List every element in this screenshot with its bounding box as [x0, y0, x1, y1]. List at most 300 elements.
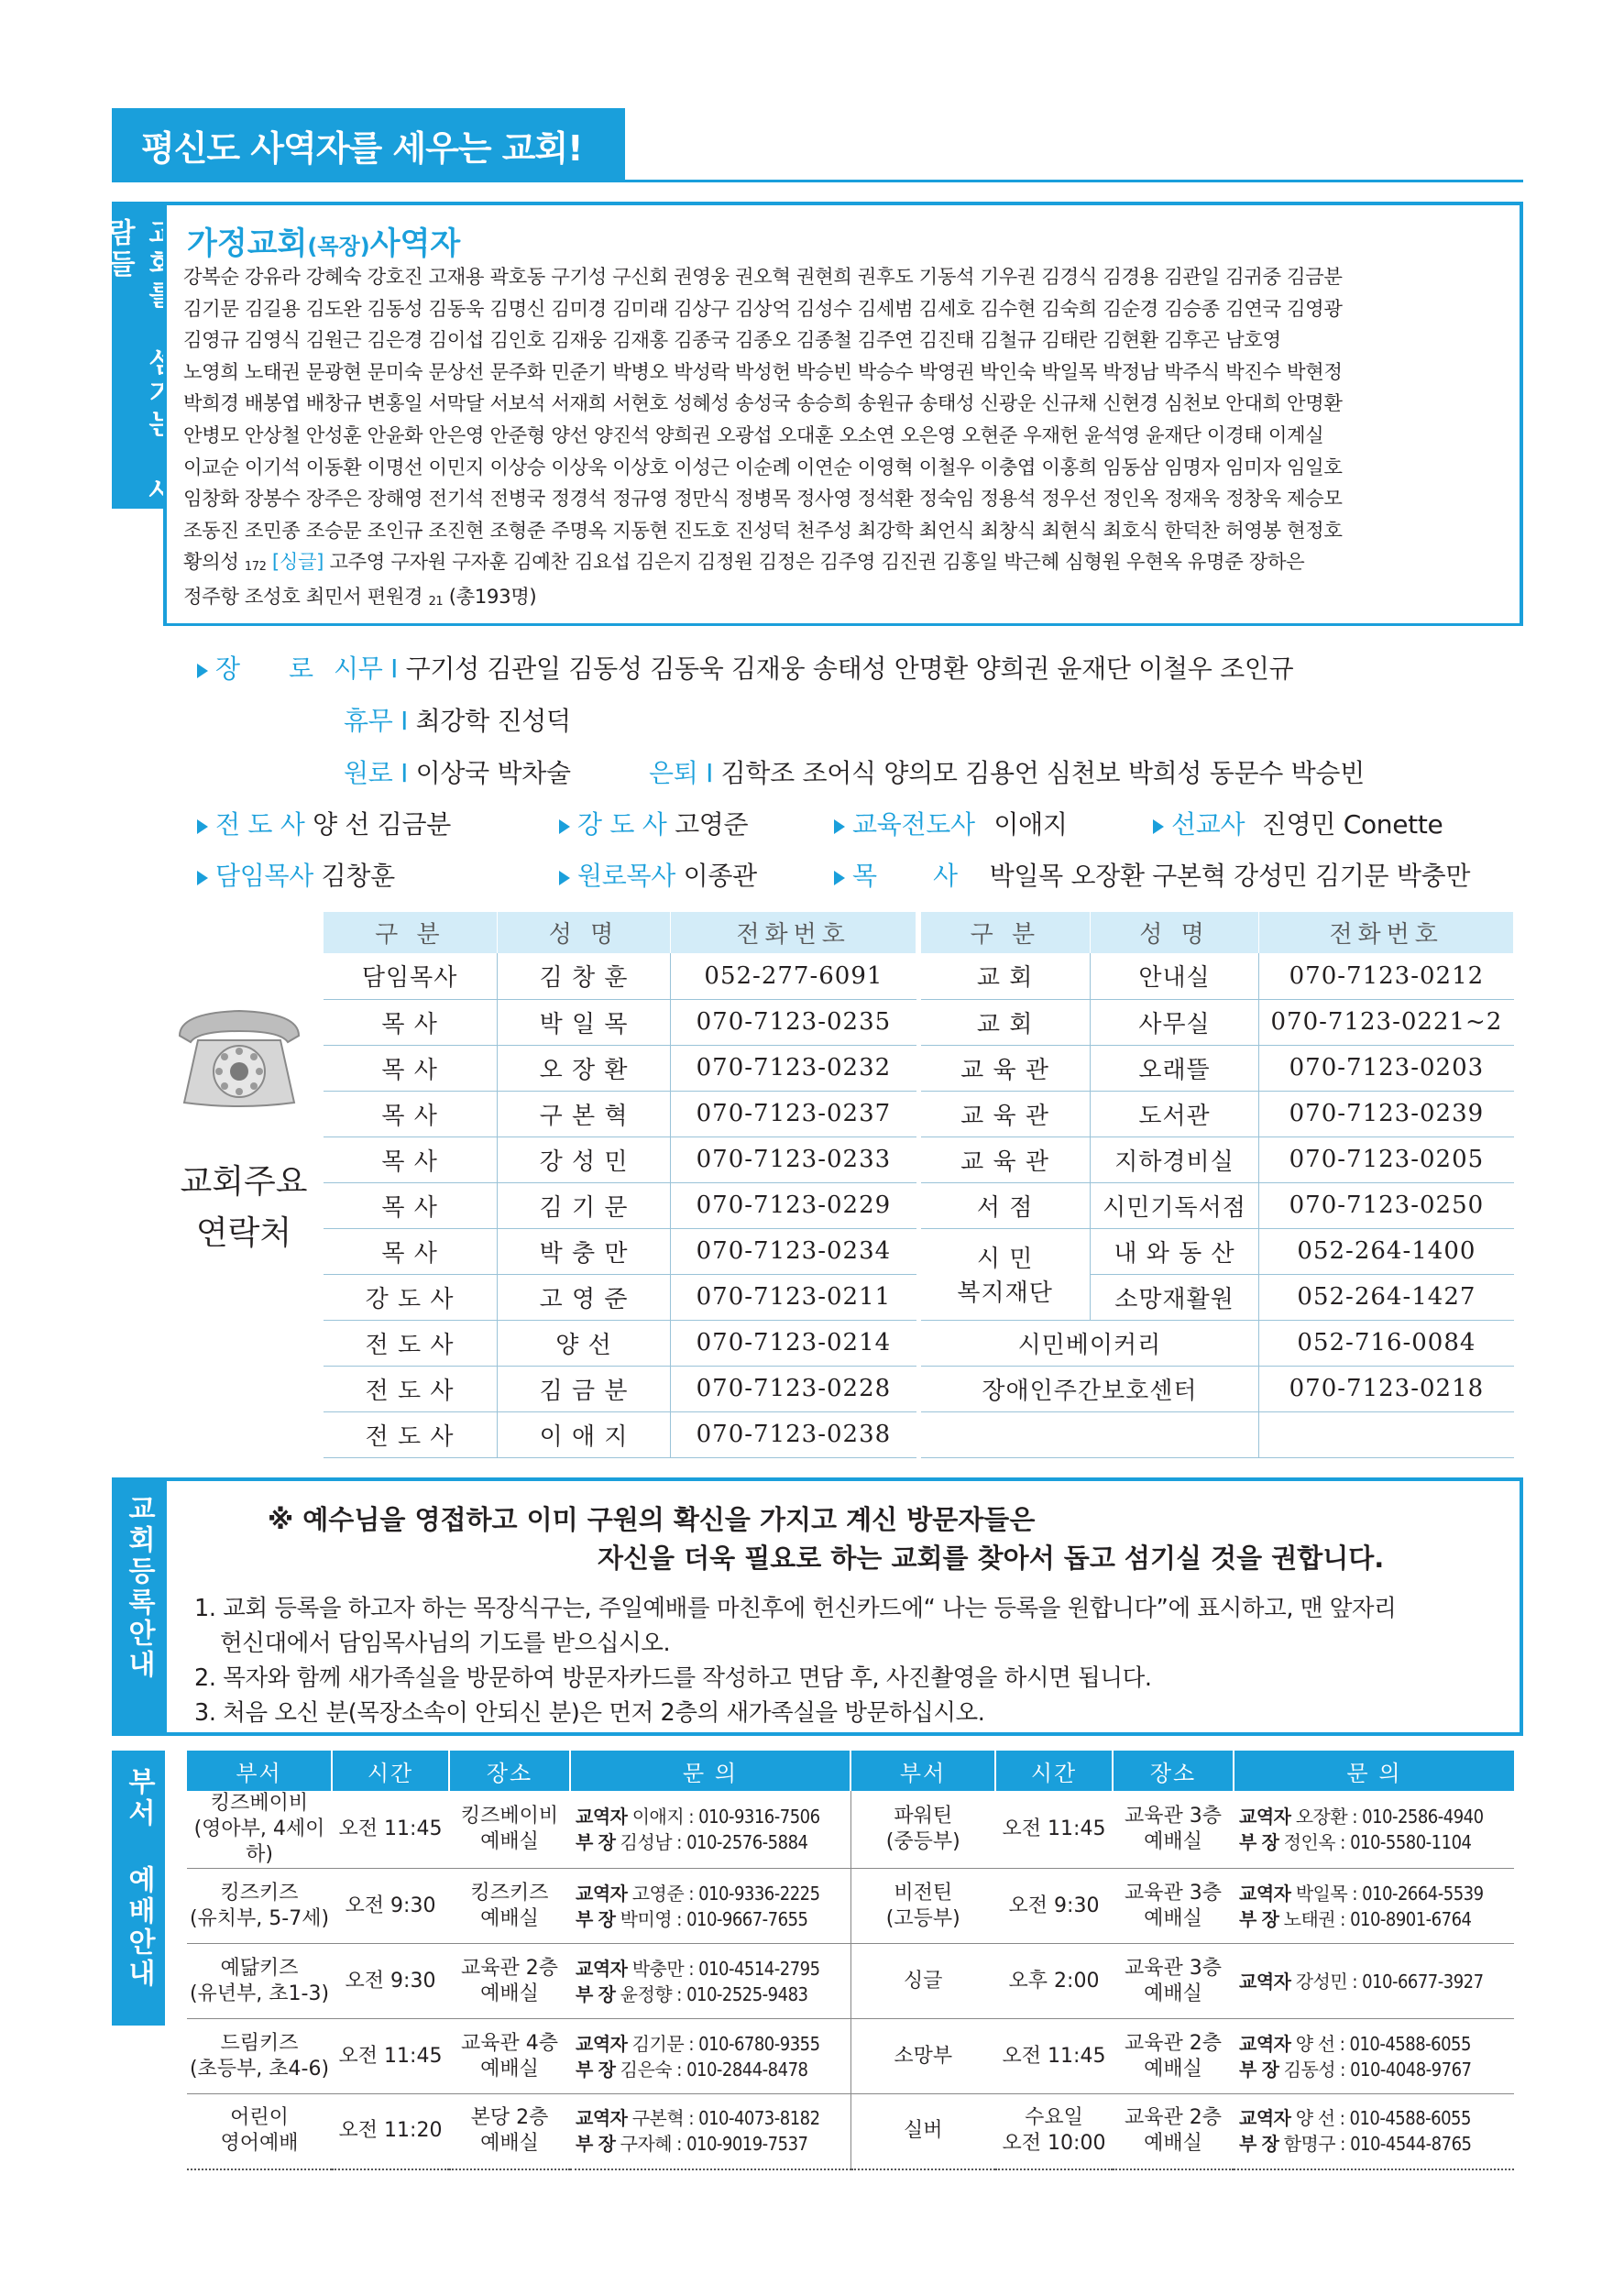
dept-sub: (영아부, 4세이하): [193, 1817, 325, 1866]
evangelist-names: 양 선 김금분: [313, 809, 452, 840]
name-cell: 구 본 혁: [497, 1091, 671, 1136]
register-heading: 자신을 더욱 필요로 하는 교회를 찾아서 돕고 섬기실 것을 권합니다.: [598, 1543, 1385, 1574]
dept-cell: [850, 1869, 995, 1944]
inquiry-contact: 이애지 : 010-9316-7506: [631, 1806, 820, 1828]
inquiry-contact: 윤정향 : 010-2525-9483: [620, 1982, 808, 2005]
col-header: 전화번호: [1259, 912, 1514, 953]
tab-serve: [103, 202, 175, 509]
time-value: 오전 11:20: [338, 2119, 443, 2143]
dept-name: 예닮키즈: [220, 1956, 299, 1980]
inquiry-contact: 박미영 : 010-9667-7655: [620, 1907, 808, 1930]
table-row: [324, 1274, 916, 1320]
table-row: [324, 1091, 916, 1136]
table-header-row: [921, 912, 1514, 953]
time-value: 오전 10:00: [1002, 2132, 1106, 2156]
time-cell: [332, 1791, 449, 1869]
table-row: [921, 999, 1514, 1045]
time-cell: [332, 2019, 449, 2094]
emeritus-names: 이상국 박차술: [415, 758, 571, 788]
place-cell: [1113, 1869, 1234, 1944]
dept-cell: [850, 1791, 995, 1869]
place-cell: [449, 1944, 570, 2019]
contacts-table-right: [920, 912, 1514, 1458]
page-banner: [112, 108, 625, 181]
phone-cell: 052-277-6091: [671, 953, 916, 999]
role-cell: 전 도 사: [324, 1320, 498, 1366]
col-header: 부서: [850, 1751, 995, 1791]
inquiry-line: [576, 1829, 850, 1855]
inquiry-line: [576, 1982, 850, 2007]
phone-cell: 070-7123-0228: [671, 1366, 916, 1411]
inquiry-line: [1239, 2131, 1514, 2157]
time-value: 오전 9:30: [345, 1894, 436, 1917]
name-cell: 박 일 목: [497, 999, 671, 1045]
senior-pastor: [197, 856, 395, 893]
empty-cell: [921, 1411, 1259, 1457]
inquiry-contact: 김기문 : 010-6780-9355: [631, 2032, 820, 2055]
role-cell: 담임목사: [324, 953, 498, 999]
col-header: 전화번호: [671, 912, 916, 953]
phone-cell: 070-7123-0233: [671, 1136, 916, 1182]
place-name: 킹즈키즈: [470, 1881, 549, 1905]
inquiry-contact: 양 선 : 010-4588-6055: [1295, 2107, 1471, 2130]
dept-name: 비전틴: [894, 1881, 953, 1905]
phone-cell: 070-7123-0214: [671, 1320, 916, 1366]
names-line: 강복순 강유라 강혜숙 강호진 고재용 곽호동 구기성 구신회 권영웅 권오혁 권현희 권후도 기동석 기우권 김경식 김경용 김관일 김귀중 김금분: [183, 266, 1343, 289]
retired-label: 은퇴 I: [649, 758, 714, 788]
elders-active: [197, 649, 1293, 686]
category-cell: [921, 1228, 1091, 1320]
place-name: 교육관 2층: [1125, 2106, 1222, 2130]
place-room: 예배실: [1144, 1906, 1202, 1930]
welfare-label: 시 민: [976, 1246, 1034, 1273]
time-cell: [332, 1944, 449, 2019]
name-cell: 이 애 지: [497, 1411, 671, 1457]
place-cell: [1113, 1944, 1234, 2019]
inquiry-contact: 김성남 : 010-2576-5884: [620, 1831, 808, 1853]
dept-sub: (고등부): [885, 1906, 960, 1930]
place-name: 교육관 3층: [1125, 1881, 1222, 1905]
tab-register: [112, 1477, 165, 1736]
table-row: [921, 1182, 1514, 1228]
phone-cell: 070-7123-0250: [1259, 1182, 1514, 1228]
dept-cell: [850, 1944, 995, 2019]
role-cell: 목 사: [324, 1228, 498, 1274]
names-line: 임창화 장봉수 장주은 장해영 전기석 전병국 정경석 정규영 정만식 정병목 정사영 정석환 정숙임 정용석 정우선 정인옥 정재욱 정창욱 제승모: [183, 488, 1343, 511]
inquiry-line: [576, 2057, 850, 2082]
role-cell: 전 도 사: [324, 1411, 498, 1457]
inquiry-role: 교역자: [576, 1806, 628, 1828]
active-names: 구기성 김관일 김동성 김동욱 김재웅 송태성 안명환 양희권 윤재단 이철우 조인규: [405, 653, 1294, 684]
names-line: [183, 582, 1503, 617]
category-cell: 교 육 관: [921, 1045, 1091, 1091]
time-value: 오전 11:45: [1002, 2044, 1106, 2068]
table-row: [324, 1136, 916, 1182]
category-cell: 서 점: [921, 1182, 1091, 1228]
table-row: [187, 1791, 1514, 1869]
inquiry-role: 부 장: [1239, 2133, 1279, 2156]
table-row: [921, 1228, 1514, 1274]
col-header: 부서: [187, 1751, 332, 1791]
inquiry-role: 부 장: [576, 1907, 616, 1930]
contacts-table-left: [323, 912, 916, 1458]
phone-cell: 070-7123-0203: [1259, 1045, 1514, 1091]
place-room: 예배실: [480, 2057, 539, 2081]
names-line: 노영희 노태권 문광현 문미숙 문상선 문주화 민준기 박병오 박성락 박성헌 박승빈 박승수 박영권 박인숙 박일목 박정남 박주식 박진수 박현정: [183, 360, 1343, 384]
time-value: 오후 2:00: [1008, 1969, 1100, 1993]
inquiry-contact: 박일목 : 010-2664-5539: [1295, 1882, 1484, 1905]
ministers-box: [163, 202, 1523, 625]
place-room: 예배실: [1144, 1982, 1202, 2005]
inquiry-role: 부 장: [576, 2133, 616, 2156]
col-header: 성 명: [497, 912, 671, 953]
inquiry-role: 교역자: [1239, 2032, 1291, 2055]
dept-name: 킹즈베이비: [210, 1792, 309, 1815]
place-room: 예배실: [1144, 1830, 1202, 1853]
dept-name: 소망부: [894, 2044, 953, 2068]
inquiry-contact: 노태권 : 010-8901-6764: [1283, 1907, 1472, 1930]
col-header: 장소: [449, 1751, 570, 1791]
ministers-title-small: (목장): [307, 234, 370, 259]
phone-cell: 070-7123-0232: [671, 1045, 916, 1091]
category-cell: 교 육 관: [921, 1091, 1091, 1136]
triangle-bullet-icon: [197, 871, 208, 885]
inquiry-line: [1239, 1804, 1514, 1829]
name-cell: 오래뜰: [1090, 1045, 1259, 1091]
active-label: 시무 I: [334, 653, 399, 684]
time-cell: [995, 2094, 1113, 2169]
emeritus-label: 원로 I: [344, 758, 409, 788]
table-row: [324, 1228, 916, 1274]
names-segment: 고주영 구자원 구자훈 김예찬 김요섭 김은지 김정원 김정은 김주영 김진권 김홍일 박근혜 심형원 우현옥 유명준 장하은: [329, 551, 1305, 575]
name-cell: 박 충 만: [497, 1228, 671, 1274]
dept-sub: 영어예배: [220, 2132, 299, 2156]
inquiry-line: [1239, 2057, 1514, 2082]
col-header: 시간: [332, 1751, 449, 1791]
lecturer-label: 강 도 사: [577, 809, 667, 840]
col-header: 문 의: [1234, 1751, 1514, 1791]
phone-cell: 070-7123-0218: [1259, 1366, 1514, 1411]
inquiry-role: 교역자: [1239, 1882, 1291, 1905]
table-row: [324, 1411, 916, 1457]
section-divider: [163, 623, 1523, 626]
lecturers: [559, 805, 748, 841]
inquiry-cell: [1234, 1791, 1514, 1869]
senior-pastor-names: 김창훈: [321, 861, 395, 891]
dept-cell: [187, 2019, 332, 2094]
inquiry-role: 교역자: [576, 1882, 628, 1905]
inquiry-role: 부 장: [576, 1831, 616, 1853]
inquiry-contact: 고영준 : 010-9336-2225: [631, 1882, 820, 1905]
time-cell: [332, 2094, 449, 2169]
empty-cell: [1259, 1411, 1514, 1457]
inquiry-line: [576, 2031, 850, 2057]
time-value: 오전 11:45: [338, 2044, 443, 2068]
category-cell: 교 회: [921, 953, 1091, 999]
inquiry-cell: [1234, 1869, 1514, 1944]
inquiry-line: [576, 1881, 850, 1906]
inquiry-cell: [1234, 2019, 1514, 2094]
table-row: [187, 2094, 1514, 2169]
tab-serve-label: 교회를 섬기는 사람들: [103, 218, 175, 508]
place-room: 예배실: [480, 1830, 539, 1853]
table-header-row: [324, 912, 916, 953]
register-step: 3. 처음 오신 분(목장소속이 안되신 분)은 먼저 2층의 새가족실을 방문하십시오.: [194, 1699, 985, 1727]
inquiry-line: [1239, 1969, 1514, 1994]
inquiry-line: [1239, 1906, 1514, 1932]
inquiry-contact: 김동성 : 010-4048-9767: [1283, 2058, 1472, 2081]
phone-cell: 070-7123-0229: [671, 1182, 916, 1228]
names-line: 박희경 배봉엽 배창규 변홍일 서막달 서보석 서재희 서현호 성혜성 송성국 송승희 송원규 송태성 신광운 신규채 신현경 심천보 안대희 안명환: [183, 392, 1343, 416]
names-count: 172: [244, 560, 267, 575]
triangle-bullet-icon: [197, 819, 208, 834]
inquiry-cell: [570, 1944, 850, 2019]
pastor-names: 박일목 오장환 구본혁 강성민 김기문 박충만: [989, 861, 1471, 891]
tab-register-label: 교회등록안내: [123, 1494, 155, 1681]
table-row: [324, 1320, 916, 1366]
time-value: 오전 11:45: [338, 1817, 443, 1840]
dept-cell: [187, 1944, 332, 2019]
senior-pastor-label: 담임목사: [215, 861, 313, 891]
dept-cell: [187, 2094, 332, 2169]
phone-cell: 070-7123-0239: [1259, 1091, 1514, 1136]
inquiry-role: 교역자: [576, 2032, 628, 2055]
register-step: 1. 교회 등록을 하고자 하는 목장식구는, 주일예배를 마친후에 헌신카드에“ 나는 등록을 원합니다”에 표시하고, 맨 앞자리: [194, 1595, 1397, 1622]
col-header: 구 분: [921, 912, 1091, 953]
names-line: 김영규 김영식 김원근 김은경 김이섭 김인호 김재웅 김재홍 김종국 김종오 김종철 김주연 김진태 김철규 김태란 김현환 김후곤 남호영: [183, 329, 1281, 353]
name-cell: 오 장 환: [497, 1045, 671, 1091]
names-line: 이교순 이기석 이동환 이명선 이민지 이상승 이상욱 이상호 이성근 이순례 이연순 이영혁 이철우 이충엽 이홍희 임동삼 임명자 임미자 임일호: [183, 456, 1343, 479]
welfare-label: 복지재단: [957, 1279, 1053, 1307]
inquiry-cell: [1234, 2094, 1514, 2169]
time-cell: [332, 1869, 449, 1944]
phone-cell: 052-264-1427: [1259, 1274, 1514, 1320]
emeritus-pastor-label: 원로목사: [577, 861, 675, 891]
triangle-bullet-icon: [1153, 819, 1164, 834]
role-cell: 목 사: [324, 1091, 498, 1136]
elders-rest: [344, 701, 571, 738]
table-row: [921, 1366, 1514, 1411]
category-cell: 교 회: [921, 999, 1091, 1045]
register-box: [163, 1477, 1523, 1736]
inquiry-role: 교역자: [576, 1957, 628, 1980]
phone-cell: 070-7123-0212: [1259, 953, 1514, 999]
rest-names: 최강학 진성덕: [415, 706, 571, 736]
missionary-names: 진영민 Conette: [1261, 809, 1443, 840]
place-room: 예배실: [480, 2132, 539, 2156]
name-cell: 양 선: [497, 1320, 671, 1366]
inquiry-contact: 김은숙 : 010-2844-8478: [620, 2058, 808, 2081]
dept-name: 실버: [903, 2119, 943, 2143]
name-cell: 시민기독서점: [1090, 1182, 1259, 1228]
phone-cell: 070-7123-0205: [1259, 1136, 1514, 1182]
names-line: 김기문 김길용 김도완 김동성 김동욱 김명신 김미경 김미래 김상구 김상억 김성수 김세범 김세호 김수현 김숙희 김순경 김승종 김연국 김영광: [183, 297, 1343, 321]
dept-name: 킹즈키즈: [220, 1881, 299, 1905]
place-cell: [449, 1791, 570, 1869]
ministers-names: [183, 262, 1503, 617]
inquiry-role: 교역자: [1239, 2107, 1291, 2130]
inquiry-contact: 강성민 : 010-6677-3927: [1295, 1970, 1484, 1993]
register-step: 헌신대에서 담임목사님의 기도를 받으십시오.: [220, 1630, 671, 1657]
inquiry-contact: 구자혜 : 010-9019-7537: [620, 2133, 808, 2156]
name-cell: 장애인주간보호센터: [921, 1366, 1259, 1411]
inquiry-contact: 정인옥 : 010-5580-1104: [1283, 1831, 1472, 1853]
time-cell: [995, 1869, 1113, 1944]
missionaries: [1153, 805, 1443, 841]
inquiry-cell: [570, 1791, 850, 1869]
edu-evangelist-label: 교육전도사: [852, 809, 975, 840]
inquiry-role: 교역자: [1239, 1970, 1291, 1993]
name-cell: 김 기 문: [497, 1182, 671, 1228]
inquiry-line: [576, 2105, 850, 2131]
table-row: [324, 999, 916, 1045]
ministers-title: [187, 218, 460, 263]
dept-cell: [850, 2019, 995, 2094]
inquiry-cell: [570, 2094, 850, 2169]
col-header: 성 명: [1090, 912, 1259, 953]
inquiry-cell: [570, 1869, 850, 1944]
names-line: [183, 547, 1503, 582]
triangle-bullet-icon: [834, 871, 845, 885]
inquiry-cell: [570, 2019, 850, 2094]
col-header: 장소: [1113, 1751, 1234, 1791]
names-line: 안병모 안상철 안성훈 안윤화 안은영 안준형 양선 양진석 양희권 오광섭 오대훈 오소연 오은영 오현준 우재헌 윤석영 윤재단 이경태 이계실: [183, 423, 1324, 447]
col-header: 구 분: [324, 912, 498, 953]
category-cell: 교 육 관: [921, 1136, 1091, 1182]
role-cell: 강 도 사: [324, 1274, 498, 1320]
dept-cell: [187, 1791, 332, 1869]
retired-names: 김학조 조어식 양의모 김용언 심천보 박희성 동문수 박승빈: [720, 758, 1365, 788]
place-cell: [1113, 1791, 1234, 1869]
time-cell: [995, 1944, 1113, 2019]
place-name: 교육관 4층: [461, 2031, 558, 2055]
table-row: [324, 1045, 916, 1091]
name-cell: 지하경비실: [1090, 1136, 1259, 1182]
dept-cell: [187, 1869, 332, 1944]
table-row: [187, 2019, 1514, 2094]
name-cell: 사무실: [1090, 999, 1259, 1045]
dept-sub: (중등부): [885, 1830, 960, 1853]
inquiry-role: 부 장: [1239, 2058, 1279, 2081]
triangle-bullet-icon: [834, 819, 845, 834]
lecturer-names: 고영준: [675, 809, 749, 840]
inquiry-contact: 박충만 : 010-4514-2795: [631, 1957, 820, 1980]
pastors: [834, 856, 1470, 893]
banner-underline: [112, 180, 1523, 182]
place-name: 킹즈베이비: [460, 1805, 559, 1828]
worship-table: [187, 1751, 1514, 2170]
triangle-bullet-icon: [559, 871, 570, 885]
evangelist-label: 전 도 사: [215, 809, 305, 840]
table-row: [187, 1869, 1514, 1944]
table-row: [921, 1320, 1514, 1366]
register-step: 2. 목자와 함께 새가족실을 방문하여 방문자카드를 작성하고 면담 후, 사진촬영을 하시면 됩니다.: [194, 1664, 1152, 1692]
place-cell: [449, 2094, 570, 2169]
register-steps: [194, 1591, 1514, 1730]
phone-cell: 052-264-1400: [1259, 1228, 1514, 1274]
ministers-title-suffix: 사역자: [369, 225, 461, 262]
time-cell: [995, 2019, 1113, 2094]
place-name: 교육관 3층: [1125, 1956, 1222, 1980]
dept-sub: (유년부, 초1-3): [189, 1982, 330, 2005]
phone-cell: 070-7123-0238: [671, 1411, 916, 1457]
inquiry-role: 부 장: [576, 1982, 616, 2005]
elders-emeritus: [344, 753, 571, 790]
name-cell: 김 금 분: [497, 1366, 671, 1411]
name-cell: 소망재활원: [1090, 1274, 1259, 1320]
table-row: [921, 1136, 1514, 1182]
table-row: [324, 1366, 916, 1411]
inquiry-role: 부 장: [576, 2058, 616, 2081]
inquiry-line: [576, 1804, 850, 1829]
place-cell: [1113, 2019, 1234, 2094]
name-cell: 안내실: [1090, 953, 1259, 999]
ministers-title-main: 가정교회: [187, 225, 308, 262]
inquiry-line: [576, 2131, 850, 2157]
edu-evangelists: [834, 805, 1068, 841]
evangelists: [197, 805, 451, 841]
triangle-bullet-icon: [197, 664, 208, 678]
inquiry-line: [1239, 1881, 1514, 1906]
names-segment: 정주항 조성호 최민서 편원경: [183, 585, 423, 609]
register-heading: ※ 예수님을 영접하고 이미 구원의 확신을 가지고 계신 방문자들은: [268, 1504, 1036, 1535]
dept-name: 싱글: [903, 1969, 943, 1993]
table-row: [921, 953, 1514, 999]
place-name: 교육관 3층: [1125, 1805, 1222, 1828]
inquiry-role: 부 장: [1239, 1907, 1279, 1930]
dept-sub: (초등부, 초4-6): [189, 2057, 330, 2081]
role-cell: 목 사: [324, 999, 498, 1045]
time-cell: [995, 1791, 1113, 1869]
telephone-icon: [170, 994, 308, 1114]
name-cell: 고 영 준: [497, 1274, 671, 1320]
elders-retired: [649, 753, 1365, 790]
tab-worship: [112, 1751, 165, 2026]
col-header: 시간: [995, 1751, 1113, 1791]
place-room: 예배실: [480, 1906, 539, 1930]
table-row: [921, 1045, 1514, 1091]
phone-cell: 070-7123-0237: [671, 1091, 916, 1136]
phone-cell: 070-7123-0235: [671, 999, 916, 1045]
table-row: [921, 1091, 1514, 1136]
pastor-label: 목 사: [852, 861, 982, 891]
elder-label: 장 로: [215, 653, 334, 684]
inquiry-line: [1239, 2031, 1514, 2057]
names-line: 조동진 조민종 조승문 조인규 조진현 조형준 주명옥 지동현 진도호 진성덕 천주성 최강학 최언식 최창식 최현식 최호식 한덕찬 허영봉 현정호: [183, 519, 1343, 543]
inquiry-contact: 함명구 : 010-4544-8765: [1283, 2133, 1472, 2156]
table-row: [921, 1411, 1514, 1457]
triangle-bullet-icon: [559, 819, 570, 834]
dept-sub: (유치부, 5-7세): [189, 1906, 330, 1930]
phone-cell: 070-7123-0211: [671, 1274, 916, 1320]
name-cell: 김 창 훈: [497, 953, 671, 999]
contacts-label-line: 연락처: [195, 1214, 292, 1252]
inquiry-role: 교역자: [576, 2107, 628, 2130]
place-cell: [449, 1869, 570, 1944]
inquiry-role: 교역자: [1239, 1806, 1291, 1828]
place-room: 예배실: [1144, 2132, 1202, 2156]
name-cell: 내 와 동 산: [1090, 1228, 1259, 1274]
rest-label: 휴무 I: [344, 706, 409, 736]
names-total: (총193명): [448, 585, 537, 609]
place-cell: [449, 2019, 570, 2094]
emeritus-pastor: [559, 856, 757, 893]
name-cell: 시민베이커리: [921, 1320, 1259, 1366]
missionary-label: 선교사: [1171, 809, 1245, 840]
dept-name: 드림키즈: [220, 2031, 299, 2055]
inquiry-cell: [1234, 1944, 1514, 2019]
names-count: 21: [428, 594, 444, 609]
